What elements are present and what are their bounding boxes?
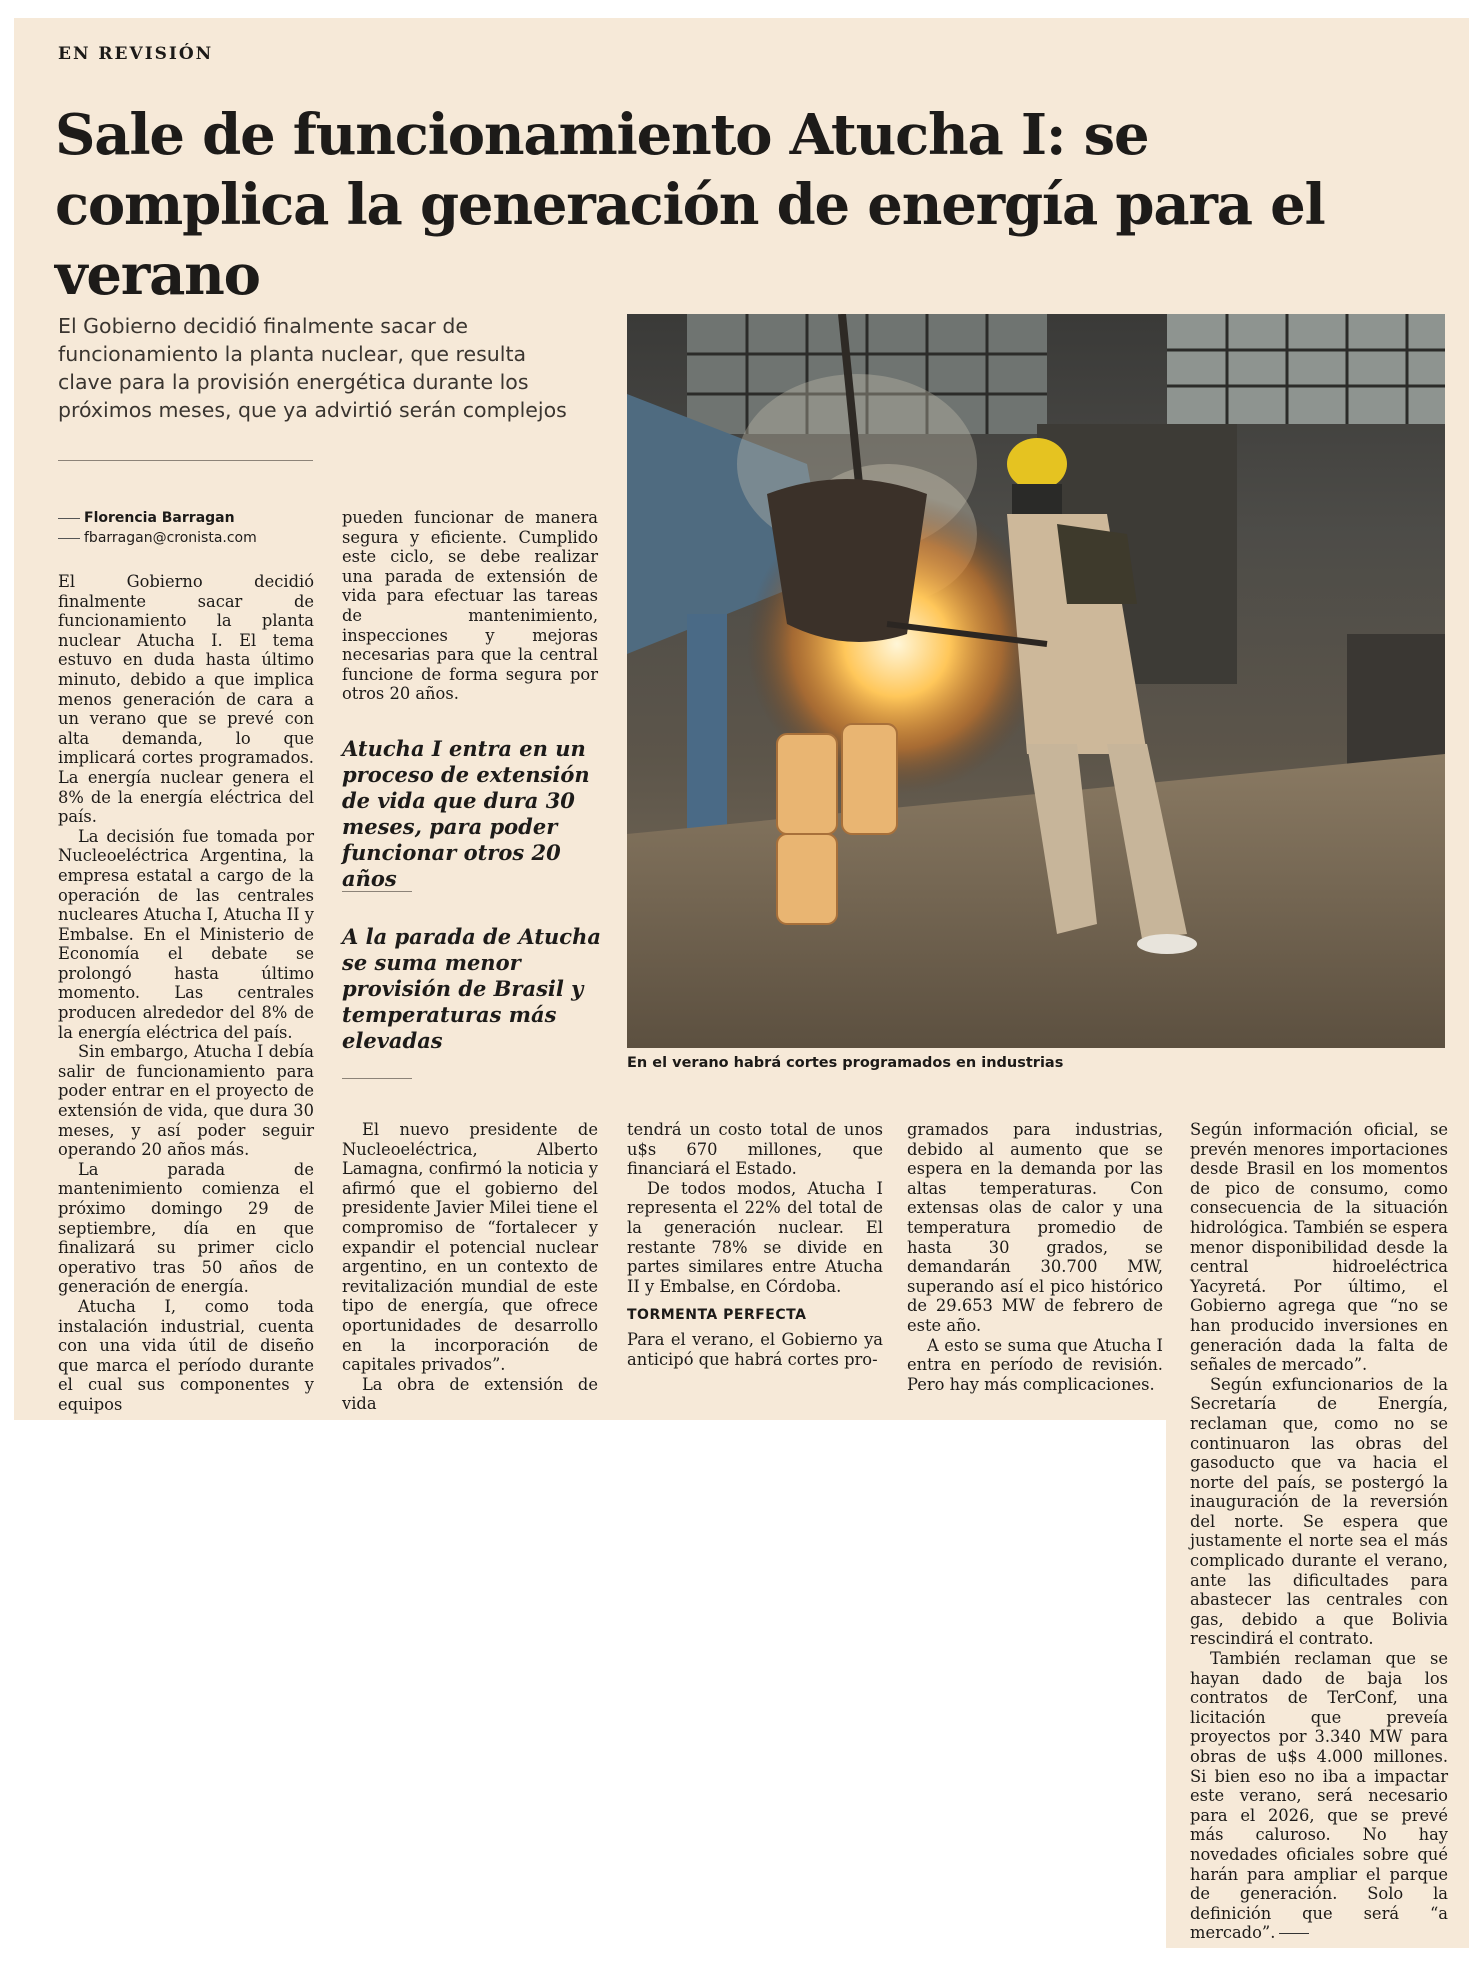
deck-rule	[58, 460, 313, 461]
paragraph: Para el verano, el Gobierno ya anticipó que habrá cortes pro-	[627, 1329, 883, 1369]
column-4	[907, 1120, 1163, 1394]
subhead: TORMENTA PERFECTA	[627, 1307, 807, 1324]
photo-caption: En el verano habrá cortes programados en industrias	[627, 1055, 1064, 1071]
byline-dash	[58, 538, 80, 539]
paragraph: tendrá un costo total de unos u$s 670 millones, que financiará el Estado.	[627, 1120, 883, 1179]
photo-illustration	[627, 314, 1445, 1048]
byline-author	[58, 510, 235, 526]
paragraph: El nuevo presidente de Nucleoeléctrica, Alberto Lamagna, confirmó la noticia y afirmó que el gobierno del presidente Javier Milei tiene el compromiso de “fortalecer y expandir el potencial nuclear argentino, en un contexto de revitalización mundial de este tipo de energía, que ofrece oportunidades de desarrollo en la incorporación de capitales privados”.	[342, 1120, 598, 1375]
deck: El Gobierno decidió finalmente sacar de funcionamiento la planta nuclear, que resulta clave para la provisión energética durante los próximos meses, que ya advirtió serán complejos	[58, 314, 567, 422]
paragraph: La decisión fue tomada por Nucleoeléctrica Argentina, la empresa estatal a cargo de la operación de las centrales nucleares Atucha I, Atucha II y Embalse. En el Ministerio de Economía el debate se prolongó hasta último momento. Las centrales producen alrededor del 8% de la energía eléctrica del país.	[58, 826, 314, 1042]
byline-email	[58, 530, 257, 546]
column-2-bottom	[342, 1120, 598, 1414]
paragraph: La obra de extensión de vida	[342, 1374, 598, 1414]
paragraph: pueden funcionar de manera segura y eficiente. Cumplido este ciclo, se debe realizar una parada de extensión de vida para efectuar las tareas de mantenimiento, inspecciones y mejoras necesarias para que la central funcione de forma segura por otros 20 años.	[342, 508, 598, 704]
pull-quote-rule	[342, 891, 412, 892]
paragraph: gramados para industrias, debido al aumento que se espera en la demanda por las altas temperaturas. Con extensas olas de calor y una temperatura promedio de hasta 30 grados, se demandarán 30.700 MW, superando así el pico histórico de 29.653 MW de febrero de este año.	[907, 1120, 1163, 1335]
column-3	[627, 1120, 883, 1369]
end-mark	[1279, 1933, 1309, 1934]
paragraph: Según información oficial, se prevén menores importaciones desde Brasil en los momentos de pico de consumo, como consecuencia de la situación hidrológica. También se espera menor disponibilidad desde la central hidroeléctrica Yacyretá. Por último, el Gobierno agrega que “no se han producido inversiones en generación dada la falta de señales de mercado”.	[1190, 1120, 1448, 1375]
paragraph-text: También reclaman que se hayan dado de baja los contratos de TerConf, una licitación que preveía proyectos por 3.340 MW para obras de u$s 4.000 millones. Si bien eso no iba a impactar este verano, será necesario para el 2026, que se prevé más caluroso. No hay novedades oficiales sobre qué harán para ampliar el parque de generación. Solo la definición que será “a mercado”.	[1190, 1649, 1448, 1943]
section-label: EN REVISIÓN	[58, 44, 214, 64]
paragraph: A esto se suma que Atucha I entra en período de revisión. Pero hay más complicaciones.	[907, 1335, 1163, 1394]
byline-dash	[58, 518, 80, 519]
pull-quote-rule	[342, 1078, 412, 1079]
pull-quote-1: Atucha I entra en un proceso de extensión de vida que dura 30 meses, para poder funcionar otros 20 años	[342, 736, 590, 891]
author-email: fbarragan@cronista.com	[84, 530, 257, 546]
column-1	[58, 572, 314, 1415]
headline: Sale de funcionamiento Atucha I: se complica la generación de energía para el verano	[55, 102, 1325, 308]
paragraph: Atucha I, como toda instalación industrial, cuenta con una vida útil de diseño que marca el período durante el cual sus componentes y equipos	[58, 1296, 314, 1414]
column-2-top	[342, 508, 598, 704]
paragraph: Según exfuncionarios de la Secretaría de Energía, reclaman que, como no se continuaron las obras del gasoducto que va hacia el norte del país, se postergó la inauguración de la reversión del norte. Se espera que justamente el norte sea el más complicado durante el verano, ante las dificultades para abastecer las centrales con gas, debido a que Bolivia rescindirá el contrato.	[1190, 1374, 1448, 1649]
pull-quote-2: A la parada de Atucha se suma menor provisión de Brasil y temperaturas más elevadas	[342, 924, 601, 1053]
paragraph: De todos modos, Atucha I representa el 22% del total de la generación nuclear. El restante 78% se divide en partes similares entre Atucha II y Embalse, en Córdoba.	[627, 1178, 883, 1296]
author-name: Florencia Barragan	[84, 510, 235, 526]
paragraph: La parada de mantenimiento comienza el próximo domingo 29 de septiembre, día en que finalizará su primer ciclo operativo tras 50 años de generación de energía.	[58, 1159, 314, 1297]
column-5	[1190, 1120, 1448, 1943]
paragraph	[1190, 1649, 1448, 1943]
paragraph: Sin embargo, Atucha I debía salir de funcionamiento para poder entrar en el proyecto de extensión de vida, que dura 30 meses, y así poder seguir operando 20 años más.	[58, 1042, 314, 1160]
foundry-photo	[627, 314, 1445, 1048]
paragraph: El Gobierno decidió finalmente sacar de funcionamiento la planta nuclear Atucha I. El tema estuvo en duda hasta último minuto, debido a que implica menos generación de cara a un verano que se prevé con alta demanda, lo que implicará cortes programados. La energía nuclear genera el 8% de la energía eléctrica del país.	[58, 572, 314, 827]
